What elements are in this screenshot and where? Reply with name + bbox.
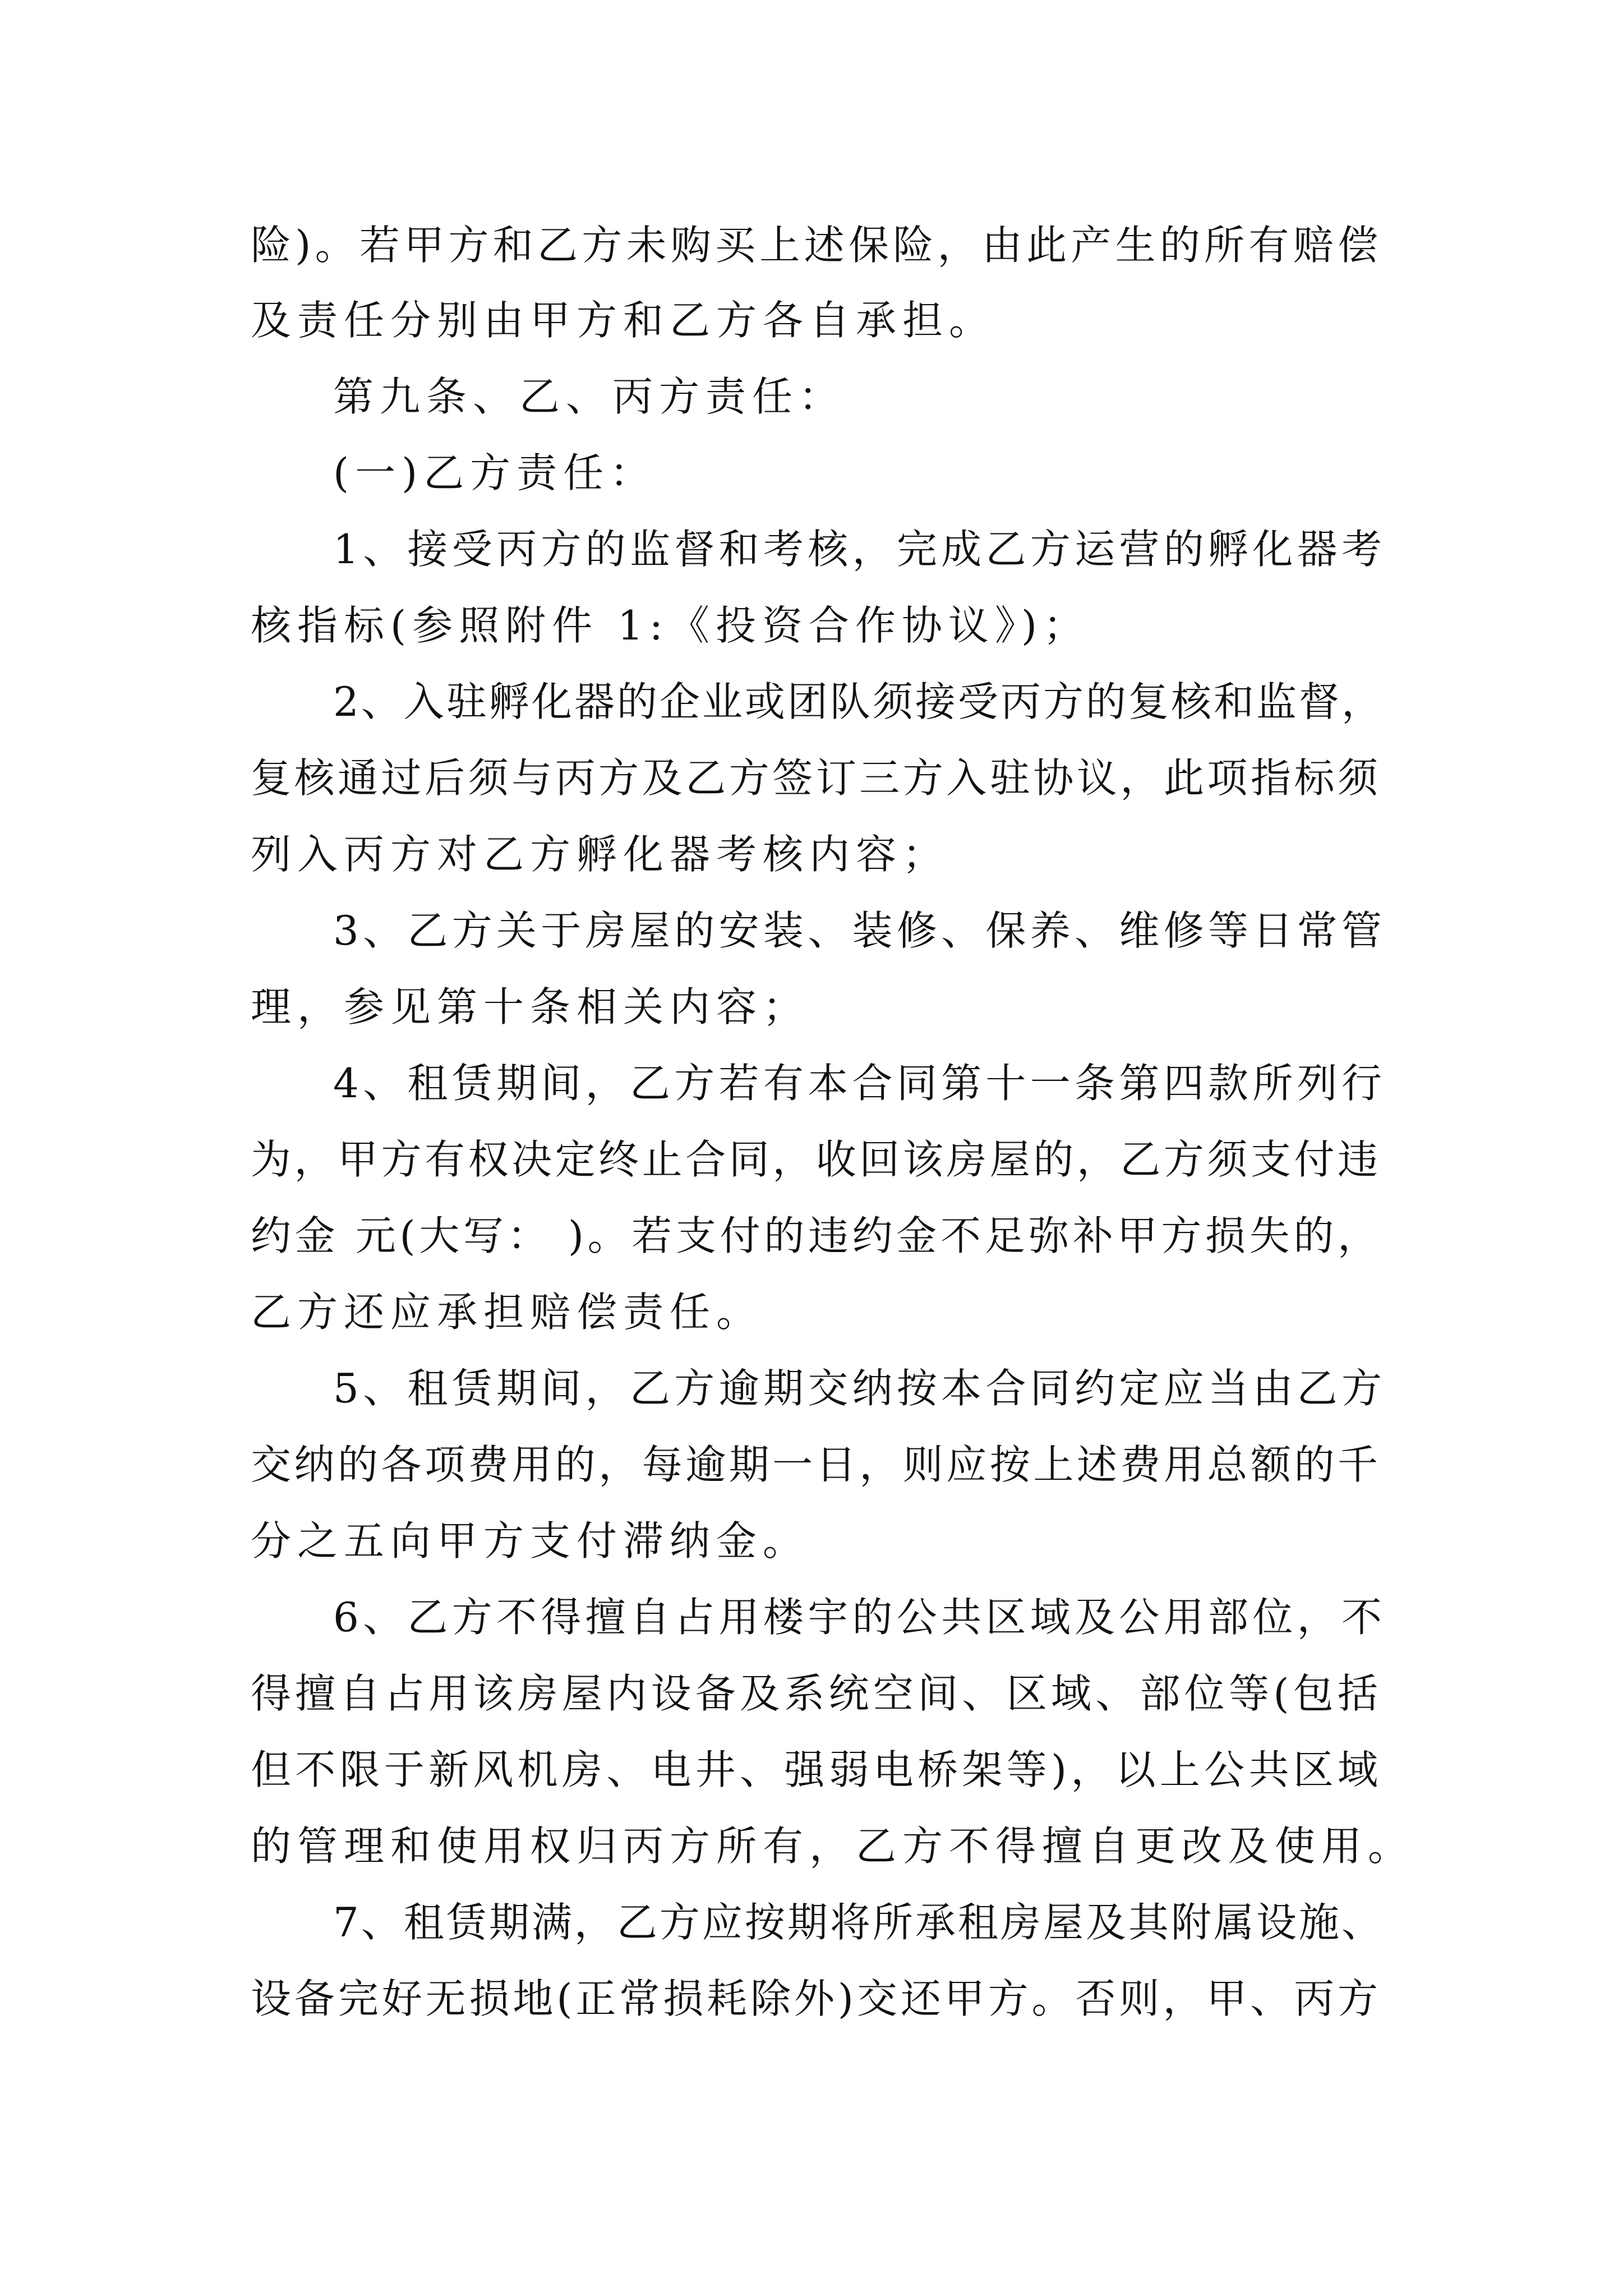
text-line: 5、租赁期间，乙方逾期交纳按本合同约定应当由乙方 — [333, 1365, 1382, 1412]
text-line: 设备完好无损地(正常损耗除外)交还甲方。否则，甲、丙方 — [251, 1975, 1378, 2022]
text-line: 2、入驻孵化器的企业或团队须接受丙方的复核和监督， — [333, 678, 1382, 725]
text-line: 分之五向甲方支付滞纳金。 — [251, 1517, 810, 1565]
text-line: 及责任分别由甲方和乙方各自承担。 — [251, 297, 996, 344]
article-heading: 第九条、乙、丙方责任： — [333, 373, 846, 420]
text-line: 4、租赁期间，乙方若有本合同第十一条第四款所列行 — [333, 1060, 1382, 1107]
text-line: 6、乙方不得擅自占用楼宇的公共区域及公用部位，不 — [333, 1594, 1382, 1641]
text-line: 交纳的各项费用的，每逾期一日，则应按上述费用总额的千 — [251, 1441, 1378, 1488]
text-line: 7、租赁期满，乙方应按期将所承租房屋及其附属设施、 — [333, 1899, 1382, 1946]
text-line: 理，参见第十条相关内容； — [251, 983, 810, 1030]
text-line: 复核通过后须与丙方及乙方签订三方入驻协议，此项指标须 — [251, 754, 1378, 802]
text-line: 列入丙方对乙方孵化器考核内容； — [251, 831, 949, 878]
text-line: 的管理和使用权归丙方所有，乙方不得擅自更改及使用。 — [251, 1823, 1415, 1870]
text-line: 但不限于新风机房、电井、强弱电桥架等)，以上公共区域 — [251, 1746, 1378, 1793]
text-line: 3、乙方关于房屋的安装、装修、保养、维修等日常管 — [333, 907, 1382, 954]
text-line: 乙方还应承担赔偿责任。 — [251, 1289, 763, 1336]
section-heading: (一)乙方责任： — [333, 449, 657, 496]
text-line: 得擅自占用该房屋内设备及系统空间、区域、部位等(包括 — [251, 1670, 1378, 1717]
text-line: 险)。若甲方和乙方未购买上述保险，由此产生的所有赔偿 — [251, 222, 1378, 269]
text-line: 为，甲方有权决定终止合同，收回该房屋的，乙方须支付违 — [251, 1136, 1378, 1183]
text-line: 核指标(参照附件 1:《投资合作协议》)； — [251, 602, 1090, 649]
text-line: 1、接受丙方的监督和考核，完成乙方运营的孵化器考 — [333, 526, 1382, 573]
text-line: 约金 元(大写： )。若支付的违约金不足弥补甲方损失的， — [251, 1212, 1378, 1259]
